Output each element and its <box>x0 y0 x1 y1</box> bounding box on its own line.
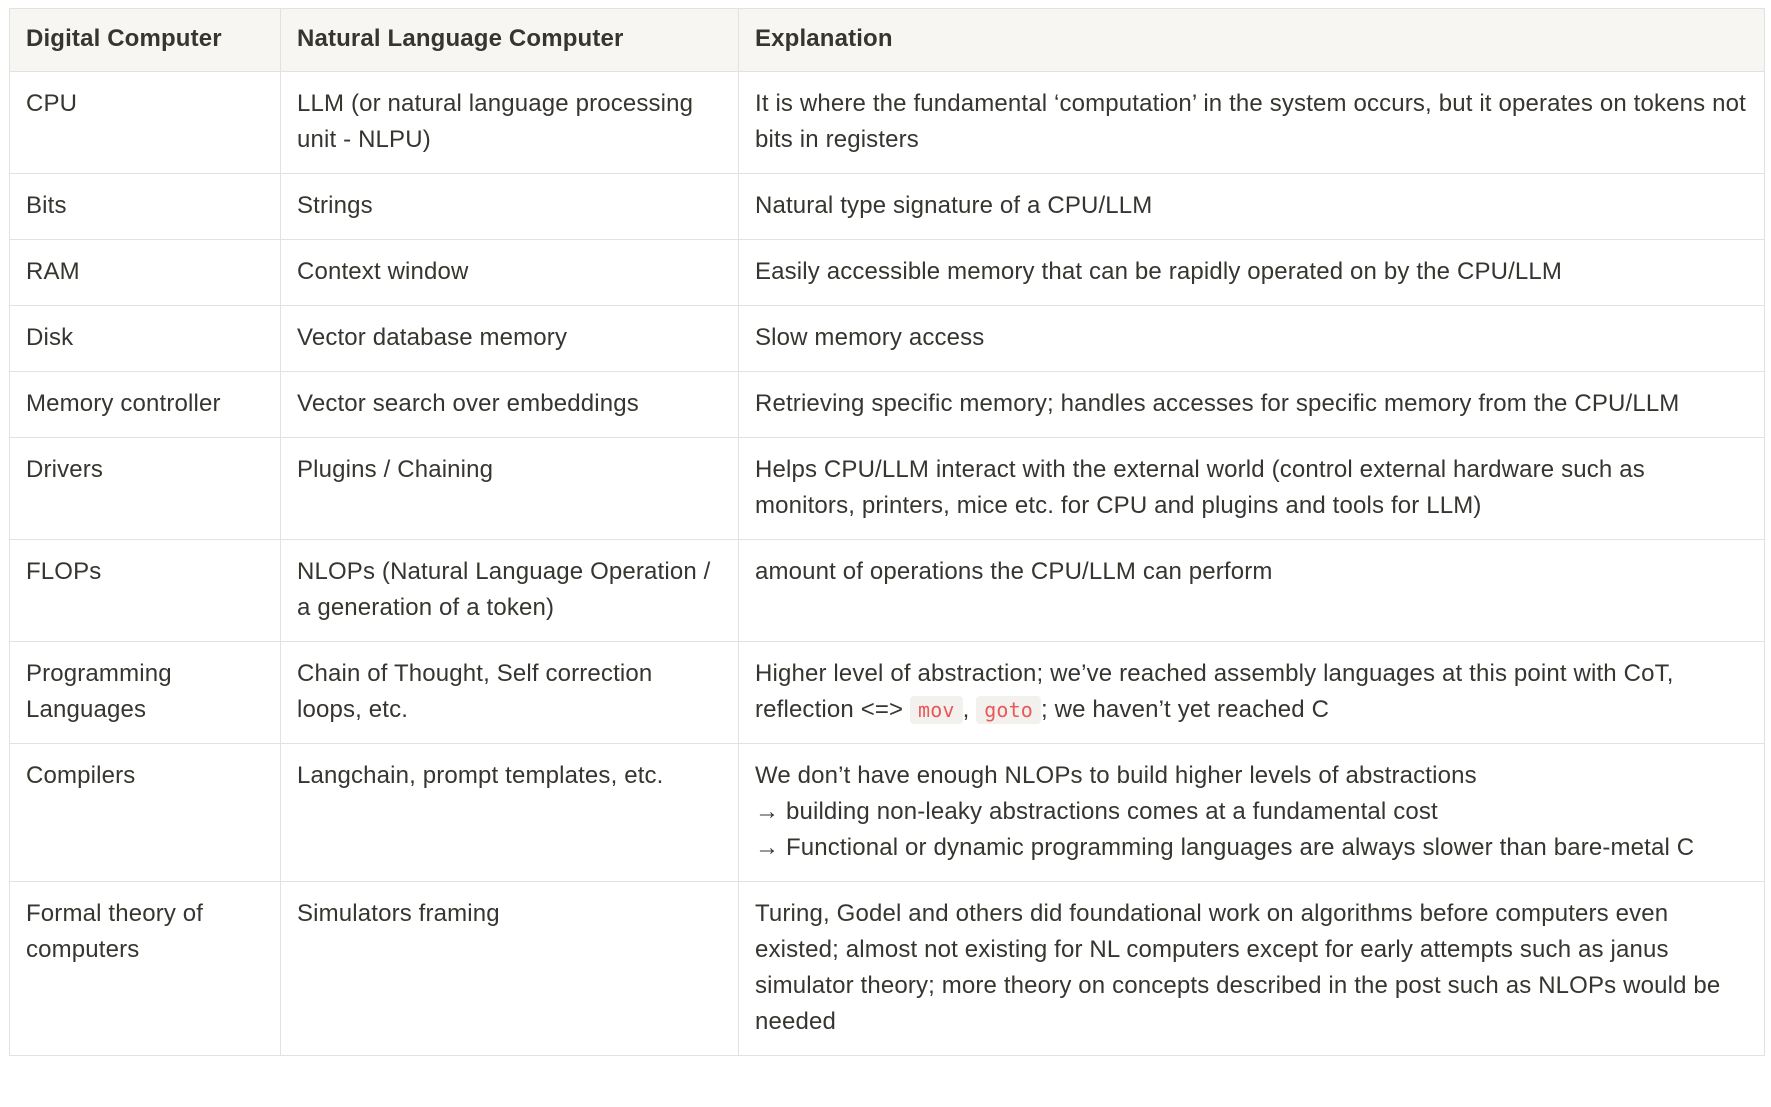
comparison-table-container <box>9 8 1764 1056</box>
cell-explanation: Slow memory access <box>739 306 1765 372</box>
cell-natural: Vector database memory <box>281 306 739 372</box>
explanation-line: We don’t have enough NLOPs to build higher levels of abstractions <box>755 762 1477 789</box>
header-natural-language-computer: Natural Language Computer <box>281 9 739 72</box>
cell-explanation: Retrieving specific memory; handles accesses for specific memory from the CPU/LLM <box>739 372 1765 438</box>
cell-digital: CPU <box>10 72 281 174</box>
cell-explanation: Natural type signature of a CPU/LLM <box>739 174 1765 240</box>
table-row <box>10 438 1765 540</box>
cell-digital: Disk <box>10 306 281 372</box>
cell-natural: LLM (or natural language processing unit - NLPU) <box>281 72 739 174</box>
table-row <box>10 174 1765 240</box>
explanation-text-before: Higher level of abstraction; we’ve reached assembly languages at this point with CoT, reflection <=> <box>755 660 1674 723</box>
table-header-row <box>10 9 1765 72</box>
explanation-line: → Functional or dynamic programming languages are always slower than bare-metal C <box>755 834 1695 861</box>
cell-natural: Chain of Thought, Self correction loops, etc. <box>281 642 739 744</box>
cell-natural: Context window <box>281 240 739 306</box>
cell-natural: NLOPs (Natural Language Operation / a generation of a token) <box>281 540 739 642</box>
comparison-table <box>9 8 1765 1056</box>
explanation-separator: , <box>962 696 977 723</box>
header-digital-computer: Digital Computer <box>10 9 281 72</box>
table-row <box>10 744 1765 882</box>
cell-explanation: Helps CPU/LLM interact with the external world (control external hardware such as monitors, printers, mice etc. for CPU and plugins and tools for LLM) <box>739 438 1765 540</box>
cell-explanation: Turing, Godel and others did foundational work on algorithms before computers even existed; almost not existing for NL computers except for early attempts such as janus simulator theory; more theory on concepts described in the post such as NLOPs would be needed <box>739 882 1765 1056</box>
inline-code-mov: mov <box>910 696 963 724</box>
cell-explanation <box>739 744 1765 882</box>
cell-explanation: amount of operations the CPU/LLM can perform <box>739 540 1765 642</box>
table-row <box>10 540 1765 642</box>
cell-explanation <box>739 642 1765 744</box>
cell-digital: Bits <box>10 174 281 240</box>
cell-natural: Langchain, prompt templates, etc. <box>281 744 739 882</box>
table-row <box>10 306 1765 372</box>
explanation-text-after: ; we haven’t yet reached C <box>1041 696 1330 723</box>
cell-explanation: Easily accessible memory that can be rapidly operated on by the CPU/LLM <box>739 240 1765 306</box>
table-row <box>10 642 1765 744</box>
inline-code-goto: goto <box>976 696 1041 724</box>
table-row <box>10 372 1765 438</box>
cell-digital: Programming Languages <box>10 642 281 744</box>
cell-digital: Compilers <box>10 744 281 882</box>
cell-natural: Plugins / Chaining <box>281 438 739 540</box>
cell-digital: RAM <box>10 240 281 306</box>
cell-digital: Formal theory of computers <box>10 882 281 1056</box>
cell-natural: Simulators framing <box>281 882 739 1056</box>
cell-explanation: It is where the fundamental ‘computation’ in the system occurs, but it operates on tokens not bits in registers <box>739 72 1765 174</box>
cell-natural: Vector search over embeddings <box>281 372 739 438</box>
header-explanation: Explanation <box>739 9 1765 72</box>
explanation-line: → building non-leaky abstractions comes at a fundamental cost <box>755 798 1438 825</box>
table-row <box>10 240 1765 306</box>
table-row <box>10 882 1765 1056</box>
table-row <box>10 72 1765 174</box>
cell-digital: Drivers <box>10 438 281 540</box>
cell-natural: Strings <box>281 174 739 240</box>
cell-digital: Memory controller <box>10 372 281 438</box>
cell-digital: FLOPs <box>10 540 281 642</box>
